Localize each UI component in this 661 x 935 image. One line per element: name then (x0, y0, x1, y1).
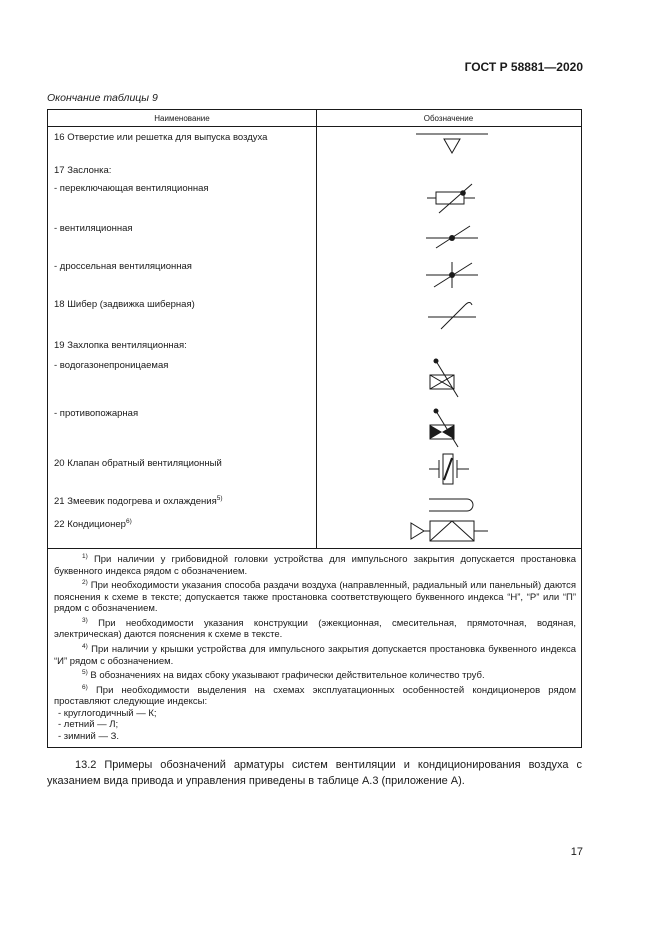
table-row: - переключающая вентиляционная (54, 183, 209, 194)
note: $^{5)}$ В обозначениях на видах сбоку указывают графически действительное количество труб. (82, 669, 485, 682)
page-number: 17 (570, 846, 583, 858)
note-list-item: - круглогодичный — К; (58, 707, 157, 719)
note: $^{3)}$ При необходимости указания конструкции (эжекционная, смесительная, прямоточная, водяная, электрическая) даются пояснения к схеме в тексте. (54, 616, 576, 641)
fire-flap-symbol (428, 407, 468, 449)
table-row: 19 Захлопка вентиляционная: (54, 340, 187, 351)
note-list-item: - летний — Л; (58, 719, 119, 731)
table-row: - вентиляционная (54, 223, 133, 234)
note: $^{2)}$ При необходимости указания способа раздачи воздуха (направленный, радиальный или панельный) даются пояснения к схеме в тексте; допускается также простановка соответствующего буквенного индекса “Н”, “Р” или “П” рядом с обозначением. (54, 579, 576, 615)
body-paragraph: 13.2 Примеры обозначений арматуры систем вентиляции и кондиционирования воздуха с указанием вида привода и управления приведены в таблице А.3 (приложение А). (47, 759, 582, 787)
note-list-item: - зимний — З. (58, 730, 120, 742)
coil-symbol (429, 495, 479, 517)
table-notes (54, 551, 576, 742)
note: $^{4)}$ При наличии у крышки устройства для импульсного закрытия допускается простановка буквенного индекса “И” рядом с обозначением. (54, 642, 576, 667)
switching-damper-symbol (427, 182, 477, 218)
ventilation-damper-symbol (426, 224, 480, 252)
symbols-table (47, 109, 582, 748)
outlet-grille-symbol (416, 132, 488, 156)
table-row: 16 Отверстие или решетка для выпуска воздуха (54, 132, 268, 143)
gate-shutter-symbol (428, 301, 478, 331)
table-row: - водогазонепроницаемая (54, 360, 169, 371)
header-name: Наименование (154, 114, 210, 123)
column-divider (316, 110, 317, 548)
throttle-damper-symbol (426, 259, 480, 291)
air-conditioner-symbol (410, 519, 492, 545)
table-row: 22 Кондиционер$^{6)}$ (54, 518, 132, 531)
document-code: ГОСТ Р 58881—2020 (464, 60, 583, 74)
table-row: - дроссельная вентиляционная (54, 261, 192, 272)
check-valve-symbol (429, 452, 471, 486)
table-row: 17 Заслонка: (54, 165, 112, 176)
table-caption: Окончание таблицы 9 (47, 92, 158, 104)
watertight-flap-symbol (428, 357, 468, 399)
table-row: 18 Шибер (задвижка шиберная) (54, 299, 195, 310)
note: $^{6)}$ При необходимости выделения на схемах эксплуатационных особенностей кондиционеров рядом проставляют следующие индексы: (54, 683, 576, 708)
table-row: - противопожарная (54, 408, 139, 419)
header-symbol: Обозначение (423, 114, 474, 123)
table-row: 20 Клапан обратный вентиляционный (54, 458, 222, 469)
note: $^{1)}$ При наличии у грибовидной головки устройства для импульсного закрытия допускается простановка буквенного индекса рядом с обозначением. (54, 553, 576, 577)
table-header (48, 110, 581, 127)
table-row: 21 Змеевик подогрева и охлаждения$^{5)}$ (54, 495, 223, 508)
notes-divider (48, 548, 581, 549)
